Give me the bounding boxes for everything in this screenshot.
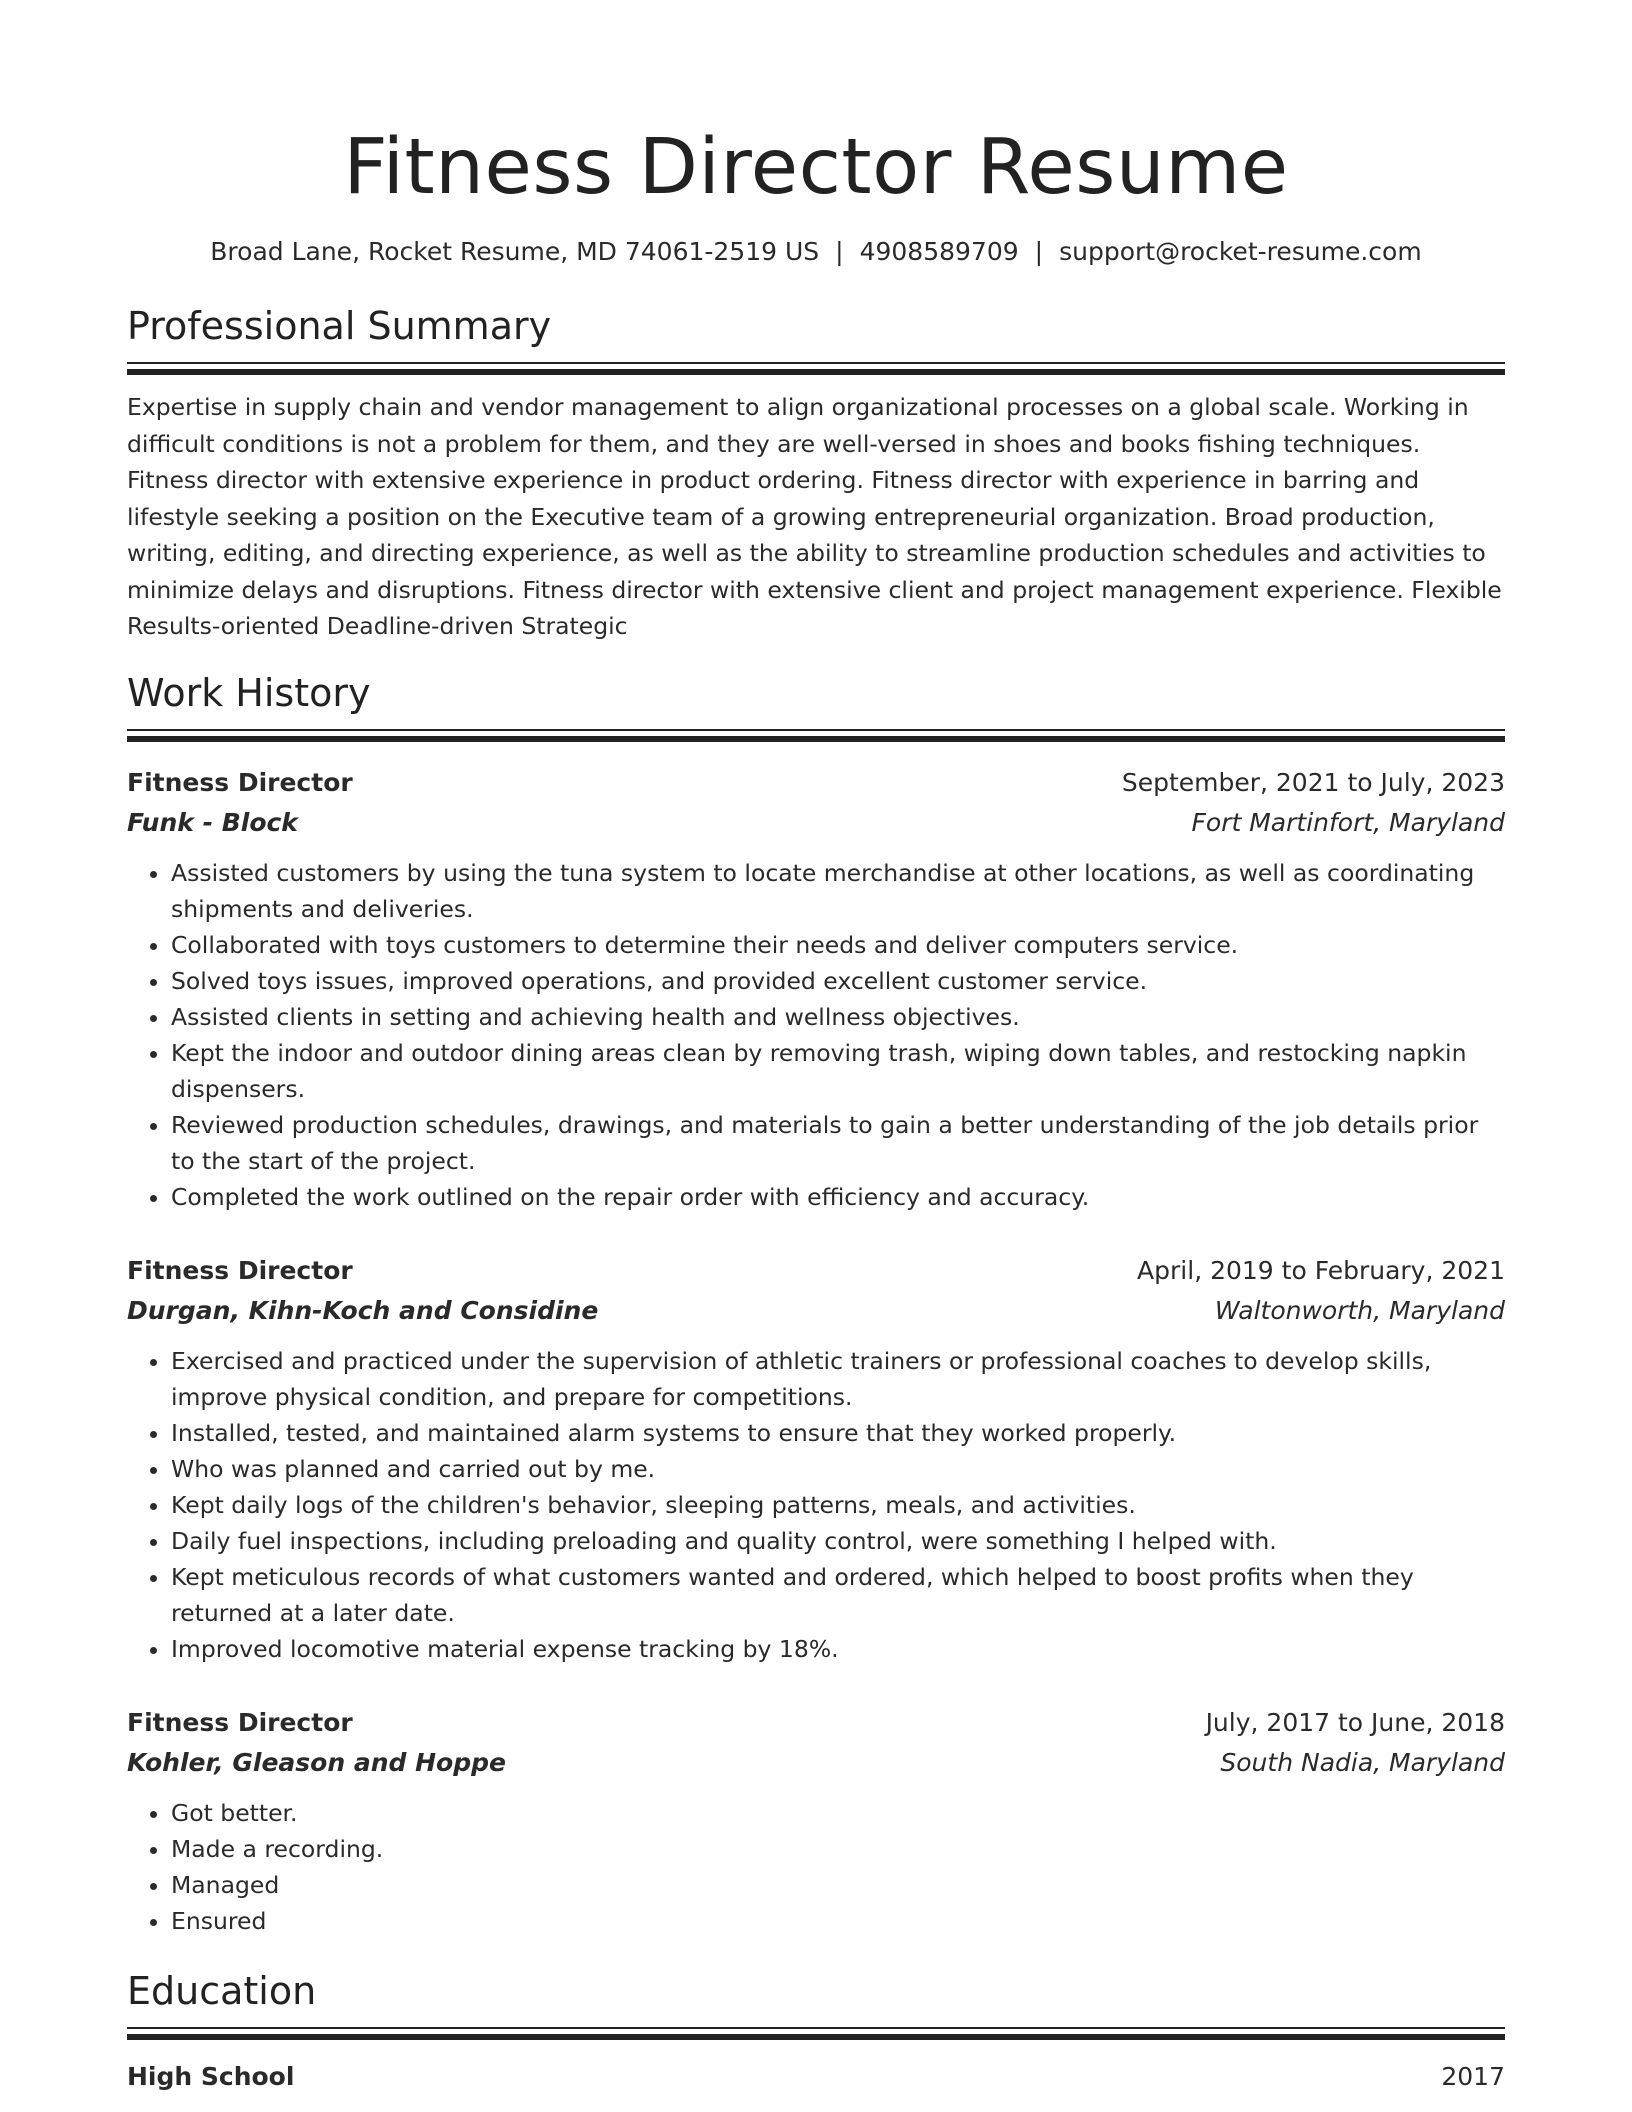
contact-phone: 4908589709 bbox=[859, 237, 1019, 266]
job-entry bbox=[127, 1251, 1505, 1667]
work-history-section bbox=[127, 669, 1505, 1939]
contact-line bbox=[127, 234, 1505, 270]
contact-separator: | bbox=[1034, 237, 1044, 266]
job-bullets bbox=[127, 1343, 1505, 1667]
job-entry bbox=[127, 1703, 1505, 1939]
section-heading-work: Work History bbox=[127, 670, 371, 715]
job-location: Waltonworth, Maryland bbox=[1214, 1295, 1505, 1325]
contact-address: Broad Lane, Rocket Resume, MD 74061-2519 US bbox=[210, 237, 820, 266]
summary-text: Expertise in supply chain and vendor management to align organizational processes on a global scale. Working in difficult conditions is not a problem for them, and they are well-versed in shoes and books fishing techniques. Fitness director with extensive experience in product ordering. Fitness director with experience in barring and lifestyle seeking a position on the Executive team of a growing entrepreneurial organization. Broad production, writing, editing, and directing experience, as well as the ability to streamline production schedules and activities to minimize delays and disruptions. Fitness director with extensive client and project management experience. Flexible Results-oriented Deadline-driven Strategic bbox=[127, 393, 1502, 640]
section-divider bbox=[127, 729, 1505, 741]
employer-name: Kohler, Gleason and Hoppe bbox=[127, 1747, 506, 1777]
resume-page bbox=[127, 0, 1505, 2097]
job-dates: July, 2017 to June, 2018 bbox=[1205, 1707, 1505, 1737]
section-divider bbox=[127, 2027, 1505, 2039]
job-bullet: • Reviewed production schedules, drawings, and materials to gain a better understanding of the job details prior to the start of the project. bbox=[171, 1107, 1505, 1179]
job-bullet: • Assisted customers by using the tuna system to locate merchandise at other locations, as well as coordinating shipments and deliveries. bbox=[171, 855, 1505, 927]
job-bullet: • Kept meticulous records of what customers wanted and ordered, which helped to boost profits when they returned at a later date. bbox=[171, 1559, 1505, 1631]
job-title: Fitness Director bbox=[127, 1707, 353, 1737]
job-bullet: • Solved toys issues, improved operations, and provided excellent customer service. bbox=[171, 963, 1505, 999]
job-bullet: • Kept daily logs of the children's behavior, sleeping patterns, meals, and activities. bbox=[171, 1487, 1505, 1523]
job-bullets bbox=[127, 855, 1505, 1215]
employer-name: Funk - Block bbox=[127, 807, 298, 837]
job-bullet: • Made a recording. bbox=[171, 1831, 1505, 1867]
job-bullet: • Improved locomotive material expense tracking by 18%. bbox=[171, 1631, 1505, 1667]
job-entry bbox=[127, 763, 1505, 1215]
job-bullet: • Daily fuel inspections, including preloading and quality control, were something I helped with. bbox=[171, 1523, 1505, 1559]
education-entry bbox=[127, 2057, 1505, 2097]
job-bullet: • Completed the work outlined on the repair order with efficiency and accuracy. bbox=[171, 1179, 1505, 1215]
job-bullet: • Ensured bbox=[171, 1903, 1505, 1939]
job-location: South Nadia, Maryland bbox=[1220, 1747, 1505, 1777]
job-bullet: • Kept the indoor and outdoor dining areas clean by removing trash, wiping down tables, and restocking napkin dispensers. bbox=[171, 1035, 1505, 1107]
education-section bbox=[127, 1967, 1505, 2097]
job-bullet: • Assisted clients in setting and achieving health and wellness objectives. bbox=[171, 999, 1505, 1035]
contact-separator: | bbox=[835, 237, 844, 266]
job-dates: April, 2019 to February, 2021 bbox=[1137, 1255, 1505, 1285]
job-bullet: • Installed, tested, and maintained alarm systems to ensure that they worked properly. bbox=[171, 1415, 1505, 1451]
section-heading-summary: Professional Summary bbox=[127, 304, 552, 348]
job-bullets bbox=[127, 1795, 1505, 1939]
professional-summary-section bbox=[127, 302, 1505, 645]
employer-name: Durgan, Kihn-Koch and Considine bbox=[127, 1295, 599, 1325]
job-bullet: • Collaborated with toys customers to determine their needs and deliver computers service. bbox=[171, 927, 1505, 963]
page-title: Fitness Director Resume bbox=[343, 123, 1289, 212]
job-bullet: • Got better. bbox=[171, 1795, 1505, 1831]
job-location: Fort Martinfort, Maryland bbox=[1191, 807, 1505, 837]
job-bullet: • Managed bbox=[171, 1867, 1505, 1903]
job-title: Fitness Director bbox=[127, 767, 353, 797]
education-year: 2017 bbox=[1441, 2061, 1505, 2091]
section-heading-education: Education bbox=[127, 1968, 317, 2013]
job-dates: September, 2021 to July, 2023 bbox=[1121, 767, 1505, 797]
job-title: Fitness Director bbox=[127, 1255, 353, 1285]
job-bullet: • Exercised and practiced under the supervision of athletic trainers or professional coaches to develop skills, improve physical condition, and prepare for competitions. bbox=[171, 1343, 1505, 1415]
education-school: High School bbox=[127, 2061, 295, 2091]
contact-email: support@rocket-resume.com bbox=[1059, 237, 1422, 266]
job-bullet: • Who was planned and carried out by me. bbox=[171, 1451, 1505, 1487]
section-divider bbox=[127, 362, 1505, 374]
